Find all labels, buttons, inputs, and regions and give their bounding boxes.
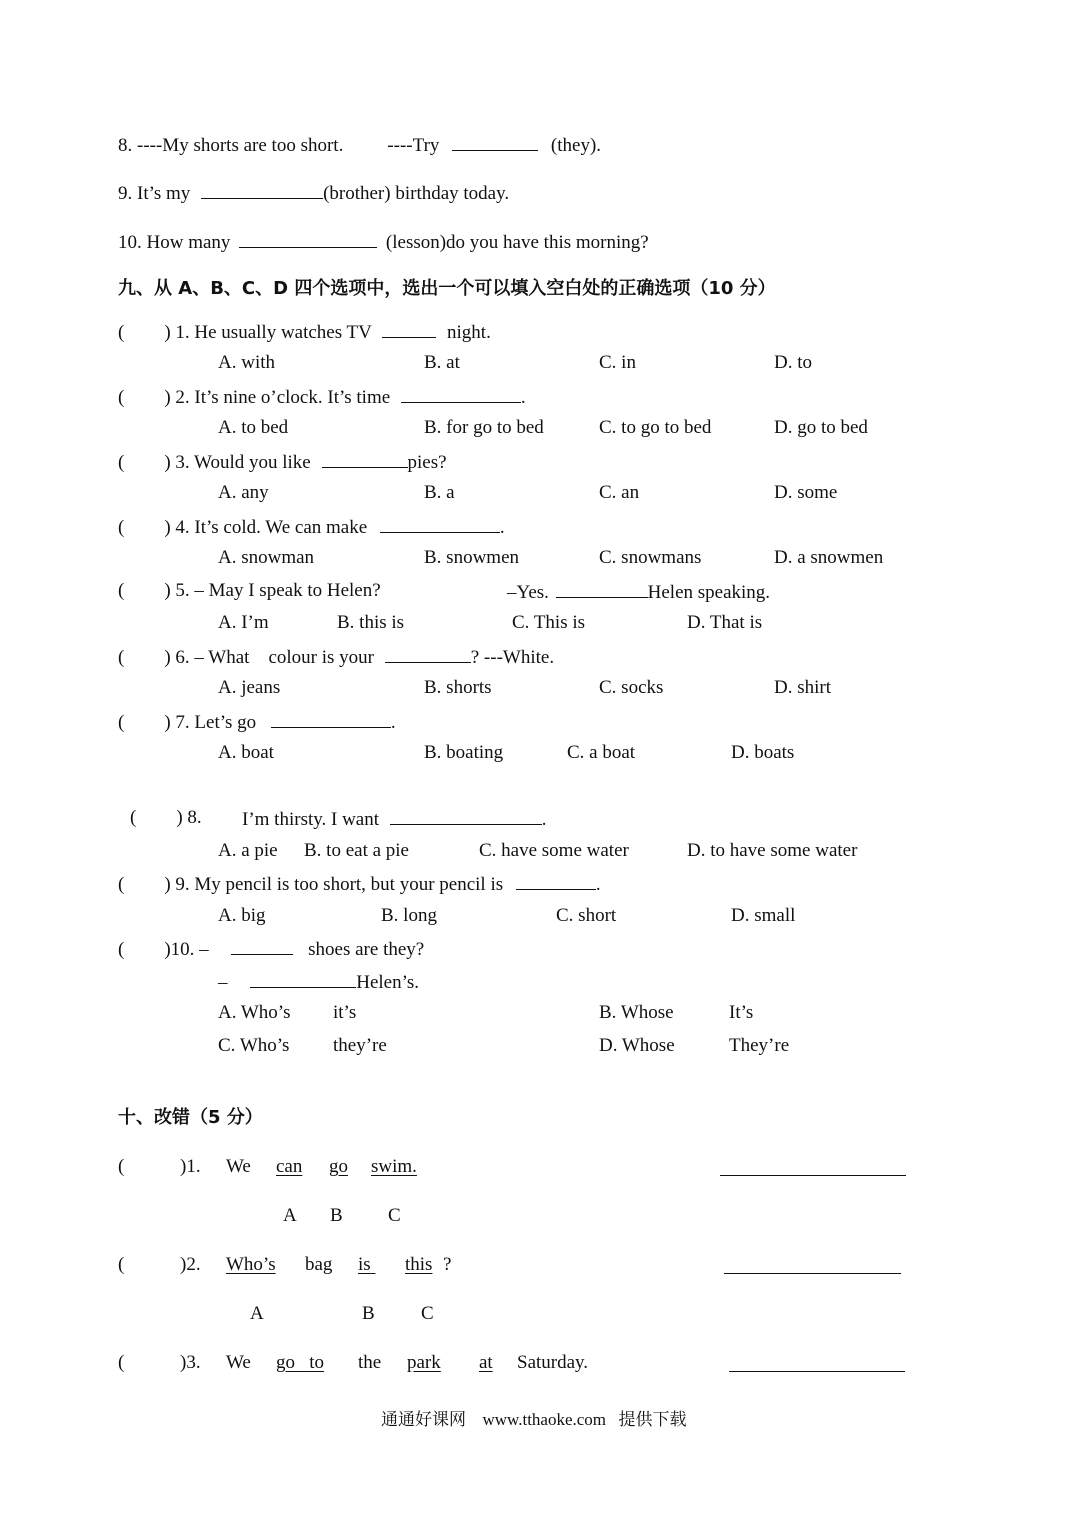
underlined-word: go to [276, 1352, 325, 1373]
option[interactable]: A. a pie [218, 840, 278, 861]
option[interactable]: A. big [218, 905, 266, 926]
word: We [226, 1156, 251, 1177]
option[interactable]: D. shirt [774, 677, 831, 698]
option[interactable]: D. go to bed [774, 417, 868, 438]
mc-question-10: ( )10. – shoes are they? [118, 936, 424, 962]
underlined-word: swim. [371, 1156, 417, 1177]
word: ? [443, 1254, 452, 1275]
option[interactable]: B. at [424, 352, 460, 373]
mc-question-8: ( ) 8. [130, 807, 202, 828]
corr-num: )2. [180, 1254, 201, 1275]
mc-question-5: ( ) 5. – May I speak to Helen? [118, 580, 381, 601]
answer-blank[interactable] [401, 384, 521, 403]
choice-letter: C [388, 1205, 401, 1226]
answer-line[interactable] [724, 1273, 901, 1274]
word: the [358, 1352, 382, 1373]
mc-question-4: ( ) 4. It’s cold. We can make . [118, 514, 505, 540]
option[interactable]: C. short [556, 905, 617, 926]
footer [381, 1409, 687, 1431]
option[interactable]: C. a boat [567, 742, 636, 763]
answer-blank[interactable] [239, 229, 377, 248]
section-heading-9: 九、从 A、B、C、D 四个选项中，选出一个可以填入空白处的正确选项（10 分） [118, 278, 776, 299]
footer-url[interactable]: www.tthaoke.com [482, 1410, 607, 1429]
choice-letter: A [283, 1205, 297, 1226]
option[interactable]: B. Whose [599, 1002, 674, 1023]
footer-site: 通通好课网 [381, 1410, 466, 1430]
answer-line[interactable] [720, 1175, 906, 1176]
option[interactable]: C. socks [599, 677, 664, 698]
mc-question-7: ( ) 7. Let’s go . [118, 709, 396, 735]
option[interactable]: A. with [218, 352, 275, 373]
choice-letter: A [250, 1303, 264, 1324]
answer-blank[interactable] [516, 871, 596, 890]
underlined-word: is [358, 1254, 371, 1275]
word: We [226, 1352, 251, 1373]
answer-blank[interactable] [556, 579, 648, 598]
option[interactable]: A. snowman [218, 547, 315, 568]
option[interactable]: C. snowmans [599, 547, 702, 568]
mc-question-5-reply: –Yes. Helen speaking. [507, 579, 770, 605]
option-part: it’s [333, 1002, 357, 1023]
corr-num: )3. [180, 1352, 201, 1373]
word: bag [305, 1254, 333, 1275]
option[interactable]: C. This is [512, 612, 586, 633]
option[interactable]: C. an [599, 482, 640, 503]
mc-question-10-line2: – Helen’s. [218, 969, 419, 995]
option[interactable]: B. for go to bed [424, 417, 544, 438]
option[interactable]: B. shorts [424, 677, 492, 698]
mc-question-6: ( ) 6. – What colour is your ? ---White. [118, 644, 554, 670]
option-part: It’s [729, 1002, 754, 1023]
option[interactable]: A. boat [218, 742, 274, 763]
underlined-word: can [276, 1156, 303, 1177]
option[interactable]: D. some [774, 482, 838, 503]
option[interactable]: C. in [599, 352, 636, 373]
option[interactable]: D. That is [687, 612, 763, 633]
answer-blank[interactable] [390, 806, 542, 825]
fill-q8: 8. ----My shorts are too short. ----Try (they). [118, 132, 601, 158]
option[interactable]: A. jeans [218, 677, 281, 698]
underlined-word: Who’s [226, 1254, 276, 1275]
answer-blank[interactable] [452, 132, 538, 151]
answer-blank[interactable] [380, 514, 500, 533]
underlined-word: this [405, 1254, 433, 1275]
corr-paren: ( [118, 1254, 125, 1275]
underlined-word: at [479, 1352, 493, 1373]
fill-q10: 10. How many (lesson)do you have this morning? [118, 229, 649, 255]
answer-blank[interactable] [231, 936, 293, 955]
answer-line[interactable] [729, 1371, 905, 1372]
option[interactable]: B. snowmen [424, 547, 519, 568]
option[interactable]: A. I’m [218, 612, 269, 633]
corr-num: )1. [180, 1156, 201, 1177]
option[interactable]: B. a [424, 482, 455, 503]
answer-blank[interactable] [271, 709, 391, 728]
option[interactable]: B. boating [424, 742, 504, 763]
mc-question-9: ( ) 9. My pencil is too short, but your pencil is . [118, 871, 601, 897]
underlined-word: go [329, 1156, 348, 1177]
option-part: They’re [729, 1035, 790, 1056]
option[interactable]: A. Who’s [218, 1002, 291, 1023]
option[interactable]: D. boats [731, 742, 795, 763]
option[interactable]: D. to [774, 352, 812, 373]
choice-letter: C [421, 1303, 434, 1324]
answer-blank[interactable] [322, 449, 408, 468]
mc-question-2: ( ) 2. It’s nine o’clock. It’s time . [118, 384, 526, 410]
answer-blank[interactable] [250, 969, 356, 988]
corr-paren: ( [118, 1352, 125, 1373]
option[interactable]: B. to eat a pie [304, 840, 409, 861]
option[interactable]: D. small [731, 905, 796, 926]
choice-letter: B [330, 1205, 343, 1226]
option[interactable]: C. Who’s [218, 1035, 290, 1056]
option[interactable]: D. to have some water [687, 840, 858, 861]
answer-blank[interactable] [201, 180, 323, 199]
section-heading-10: 十、改错（5 分） [118, 1107, 263, 1128]
option[interactable]: C. have some water [479, 840, 629, 861]
option[interactable]: B. this is [337, 612, 405, 633]
option[interactable]: D. Whose [599, 1035, 675, 1056]
option[interactable]: A. to bed [218, 417, 289, 438]
mc-question-1: ( ) 1. He usually watches TV night. [118, 319, 491, 345]
answer-blank[interactable] [385, 644, 471, 663]
answer-blank[interactable] [382, 319, 436, 338]
footer-note: 提供下载 [618, 1410, 687, 1430]
option[interactable]: C. to go to bed [599, 417, 712, 438]
mc-question-8-text: I’m thirsty. I want . [242, 806, 547, 832]
underlined-word: park [407, 1352, 441, 1373]
option[interactable]: B. long [381, 905, 437, 926]
fill-q9: 9. It’s my (brother) birthday today. [118, 180, 509, 206]
option[interactable]: D. a snowmen [774, 547, 884, 568]
option-part: they’re [333, 1035, 387, 1056]
mc-question-3: ( ) 3. Would you like pies? [118, 449, 447, 475]
corr-paren: ( [118, 1156, 125, 1177]
choice-letter: B [362, 1303, 375, 1324]
word: Saturday. [517, 1352, 589, 1373]
option[interactable]: A. any [218, 482, 269, 503]
